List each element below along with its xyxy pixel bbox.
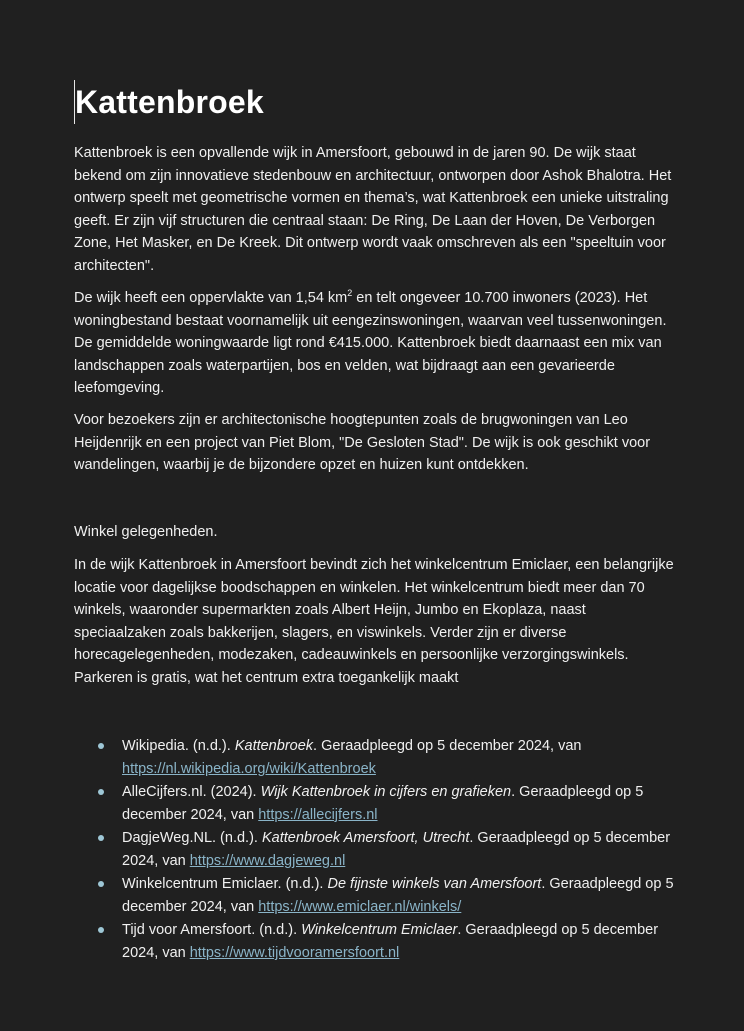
area-superscript: 2: [347, 288, 353, 299]
reference-author: DagjeWeg.NL. (n.d.).: [122, 830, 262, 846]
reference-accessed: . Geraadpleegd op 5 december 2024, van: [313, 738, 582, 754]
reference-author: Tijd voor Amersfoort. (n.d.).: [122, 922, 302, 938]
area-paragraph: [74, 287, 678, 400]
bullet-icon: [98, 835, 104, 841]
area-text-before: De wijk heeft een oppervlakte van 1,54 km: [74, 290, 348, 306]
reference-title: De fijnste winkels van Amersfoort: [327, 876, 542, 892]
reference-item: [74, 781, 680, 827]
page-title: Kattenbroek: [75, 84, 264, 120]
reference-author: Wikipedia. (n.d.).: [122, 738, 235, 754]
intro-paragraph: Kattenbroek is een opvallende wijk in Amersfoort, gebouwd in de jaren 90. De wijk staat bekend om zijn innovatieve stedenbouw en architectuur, ontworpen door Ashok Bhalotra. Het ontwerp speelt met geometrische vormen en thema’s, wat Kattenbroek een unieke uitstraling geeft. Er zijn vijf structuren die centraal staan: De Ring, De Laan der Hoven, De Verborgen Zone, Het Masker, en De Kreek. Dit ontwerp wordt vaak omschreven als een "speeltuin voor architecten".: [74, 145, 672, 274]
references-list: [74, 735, 680, 965]
reference-link[interactable]: https://www.dagjeweg.nl: [189, 853, 346, 869]
bullet-icon: [98, 743, 104, 749]
reference-link[interactable]: https://allecijfers.nl: [258, 807, 378, 823]
reference-item: [74, 827, 680, 873]
reference-author: Winkelcentrum Emiclaer. (n.d.).: [122, 876, 328, 892]
bullet-icon: [98, 881, 104, 887]
reference-item: [74, 873, 680, 919]
reference-title: Winkelcentrum Emiclaer: [301, 922, 458, 938]
reference-author: AlleCijfers.nl. (2024).: [122, 784, 261, 800]
reference-link[interactable]: https://www.emiclaer.nl/winkels/: [258, 899, 462, 915]
bullet-icon: [98, 789, 104, 795]
bullet-icon: [98, 927, 104, 933]
reference-accessed: . Geraadpleegd op 5 december 2024, van: [122, 784, 644, 823]
shops-paragraph: In de wijk Kattenbroek in Amersfoort bevindt zich het winkelcentrum Emiclaer, een belangrijke locatie voor dagelijkse boodschappen en winkelen. Het winkelcentrum biedt meer dan 70 winkels, waaronder supermarkten zoals Albert Heijn, Jumbo en Ekoplaza, naast speciaalzaken zoals bakkerijen, slagers, en viswinkels. Verder zijn er diverse horecagelegenheden, modezaken, cadeauwinkels en persoonlijke verzorgingswinkels. Parkeren is gratis, wat het centrum extra toegankelijk maakt: [74, 557, 674, 686]
area-text-after: en telt ongeveer 10.700 inwoners (2023). Het woningbestand bestaat voornamelijk uit eengezinswoningen, waarvan veel tussenwoningen. De gemiddelde woningwaarde ligt rond €415.000. Kattenbroek biedt daarnaast een mix van landschappen zoals waterpartijen, bos en velden, wat bijdraagt aan een gevarieerde leefomgeving.: [74, 290, 667, 396]
reference-item: [74, 735, 680, 781]
reference-title: Wijk Kattenbroek in cijfers en grafieken: [260, 784, 512, 800]
reference-accessed: . Geraadpleegd op 5 december 2024, van: [122, 830, 671, 869]
reference-link[interactable]: https://nl.wikipedia.org/wiki/Kattenbroek: [122, 761, 376, 777]
reference-title: Kattenbroek Amersfoort, Utrecht: [261, 830, 470, 846]
reference-accessed: . Geraadpleegd op 5 december 2024, van: [122, 876, 674, 915]
reference-title: Kattenbroek: [234, 738, 314, 754]
reference-link[interactable]: https://www.tijdvooramersfoort.nl: [189, 945, 400, 961]
reference-accessed: . Geraadpleegd op 5 december 2024, van: [122, 922, 659, 961]
reference-item: [74, 919, 680, 965]
visitors-paragraph: Voor bezoekers zijn er architectonische hoogtepunten zoals de brugwoningen van Leo Heijdenrijk en een project van Piet Blom, "De Gesloten Stad". De wijk is ook geschikt voor wandelingen, waarbij je de bijzondere opzet en huizen kunt ontdekken.: [74, 412, 651, 473]
shops-heading: Winkel gelegenheden.: [74, 524, 218, 540]
